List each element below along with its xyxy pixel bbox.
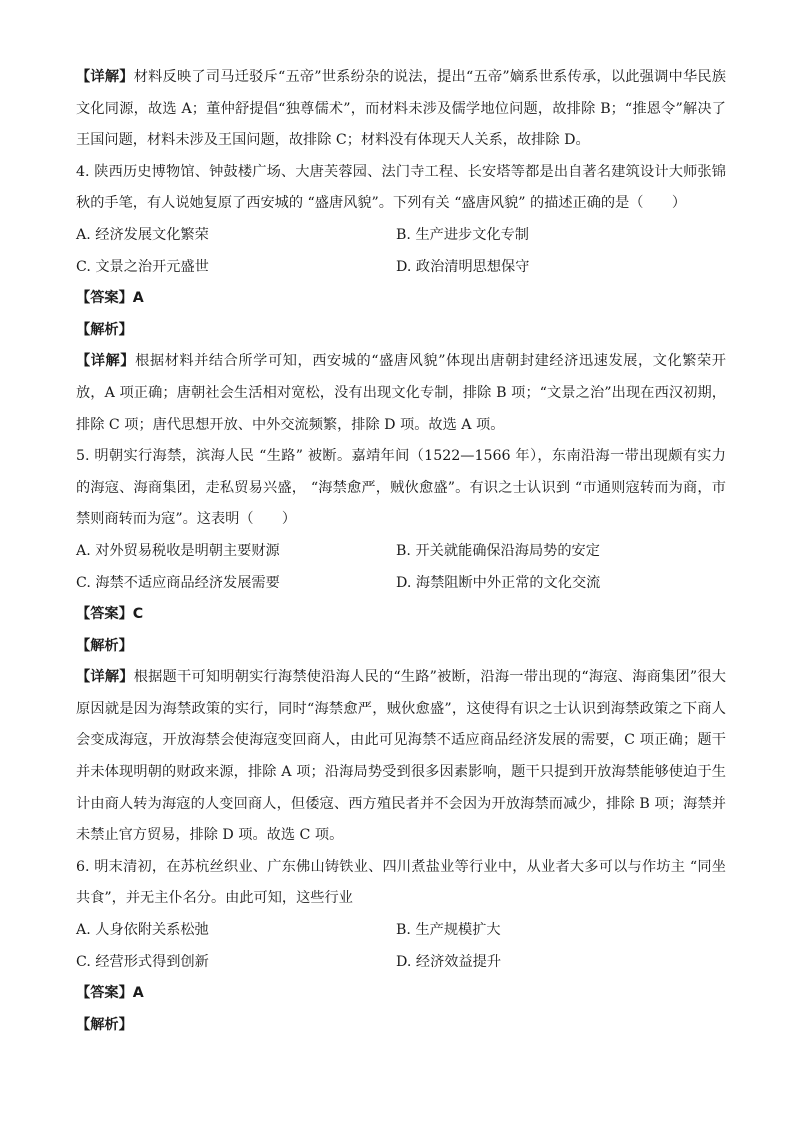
q4-option-d: D. 政治清明思想保守 xyxy=(396,258,530,275)
detail-text: 材料反映了司马迁驳斥“五帝”世系纷杂的说法，提出“五帝”嫡系世系传承，以此强调中华民族文化同源，故选 A；董仲舒提倡“独尊儒术”，而材料未涉及儒学地位问题，故排除 B；“推恩令”解决了王国问题，材料未涉及王国问题，故排除 C；材料没有体现天人关系，故排除 D。 xyxy=(76,69,726,149)
document-page xyxy=(76,62,726,1041)
q6-option-c: C. 经营形式得到创新 xyxy=(76,953,209,970)
q4-analysis-label: 【解析】 xyxy=(76,321,133,338)
answer-value: A xyxy=(132,985,144,1002)
q4-options xyxy=(76,220,726,283)
q6-answer xyxy=(76,978,726,1010)
answer-value: C xyxy=(132,606,144,623)
q5-analysis-label: 【解析】 xyxy=(76,637,133,654)
detail-tag: 【详解】 xyxy=(76,69,134,85)
q6-analysis-label: 【解析】 xyxy=(76,1016,133,1033)
q5-option-b: B. 开关就能确保沿海局势的安定 xyxy=(396,542,600,559)
q4-option-b: B. 生产进步文化专制 xyxy=(396,226,529,243)
detail-tag: 【详解】 xyxy=(76,353,136,370)
q5-detail xyxy=(76,662,726,852)
q4-stem: 4. 陕西历史博物馆、钟鼓楼广场、大唐芙蓉园、法门寺工程、长安塔等都是出自著名建筑设计大师张锦秋的手笔，有人说她复原了西安城的 “盛唐风貌”。下列有关 “盛唐风貌” 的描述正确的是（ ） xyxy=(76,163,726,212)
q6-option-a: A. 人身依附关系松弛 xyxy=(76,922,209,939)
q4-option-a: A. 经济发展文化繁荣 xyxy=(76,226,209,243)
q5-option-c: C. 海禁不适应商品经济发展需要 xyxy=(76,574,280,591)
answer-label: 【答案】 xyxy=(76,985,133,1002)
q6-options xyxy=(76,915,726,978)
q4-detail xyxy=(76,346,726,441)
q5-answer xyxy=(76,599,726,631)
q6-option-b: B. 生产规模扩大 xyxy=(396,922,501,939)
q5-option-a: A. 对外贸易税收是明朝主要财源 xyxy=(76,542,280,559)
q5-option-d: D. 海禁阻断中外正常的文化交流 xyxy=(396,574,601,591)
detail-text: 根据题干可知明朝实行海禁使沿海人民的“生路”被断，沿海一带出现的“海寇、海商集团”很大原因就是因为海禁政策的实行，同时“海禁愈严，贼伙愈盛”，这使得有识之士认识到海禁政策之下商人会变成海寇，开放海禁会使海寇变回商人，由此可见海禁不适应商品经济发展的需要，C 项正确；题干并未体现明朝的财政来源，排除 A 项；沿海局势受到很多因素影响，题干只提到开放海禁能够使迫于生计由商人转为海寇的人变回商人，但倭寇、西方殖民者并不会因为开放海禁而减少，排除 B 项；海禁并未禁止官方贸易，排除 D 项。故选 C 项。 xyxy=(76,669,726,844)
q5-stem: 5. 明朝实行海禁，滨海人民 “生路” 被断。嘉靖年间（1522—1566 年），东南沿海一带出现颇有实力的海寇、海商集团，走私贸易兴盛， “海禁愈严，贼伙愈盛”。有识之士认识到 “市通则寇转而为商，市禁则商转而为寇”。这表明（ ） xyxy=(76,448,726,528)
q6-option-d: D. 经济效益提升 xyxy=(396,953,502,970)
q4-option-c: C. 文景之治开元盛世 xyxy=(76,258,209,275)
q3-detail xyxy=(76,62,726,157)
q5-options xyxy=(76,536,726,599)
detail-tag: 【详解】 xyxy=(76,669,134,686)
detail-text: 根据材料并结合所学可知，西安城的“盛唐风貌”体现出唐朝封建经济迅速发展，文化繁荣开放，A 项正确；唐朝社会生活相对宽松，没有出现文化专制，排除 B 项；“文景之治”出现在西汉初期，排除 C 项；唐代思想开放、中外交流频繁，排除 D 项。故选 A 项。 xyxy=(76,353,726,433)
answer-label: 【答案】 xyxy=(76,290,133,307)
answer-label: 【答案】 xyxy=(76,606,133,623)
q4-answer xyxy=(76,283,726,315)
q6-stem: 6. 明末清初，在苏杭丝织业、广东佛山铸铁业、四川煮盐业等行业中，从业者大多可以与作坊主 “同坐共食”，并无主仆名分。由此可知，这些行业 xyxy=(76,858,726,907)
answer-value: A xyxy=(132,290,144,307)
